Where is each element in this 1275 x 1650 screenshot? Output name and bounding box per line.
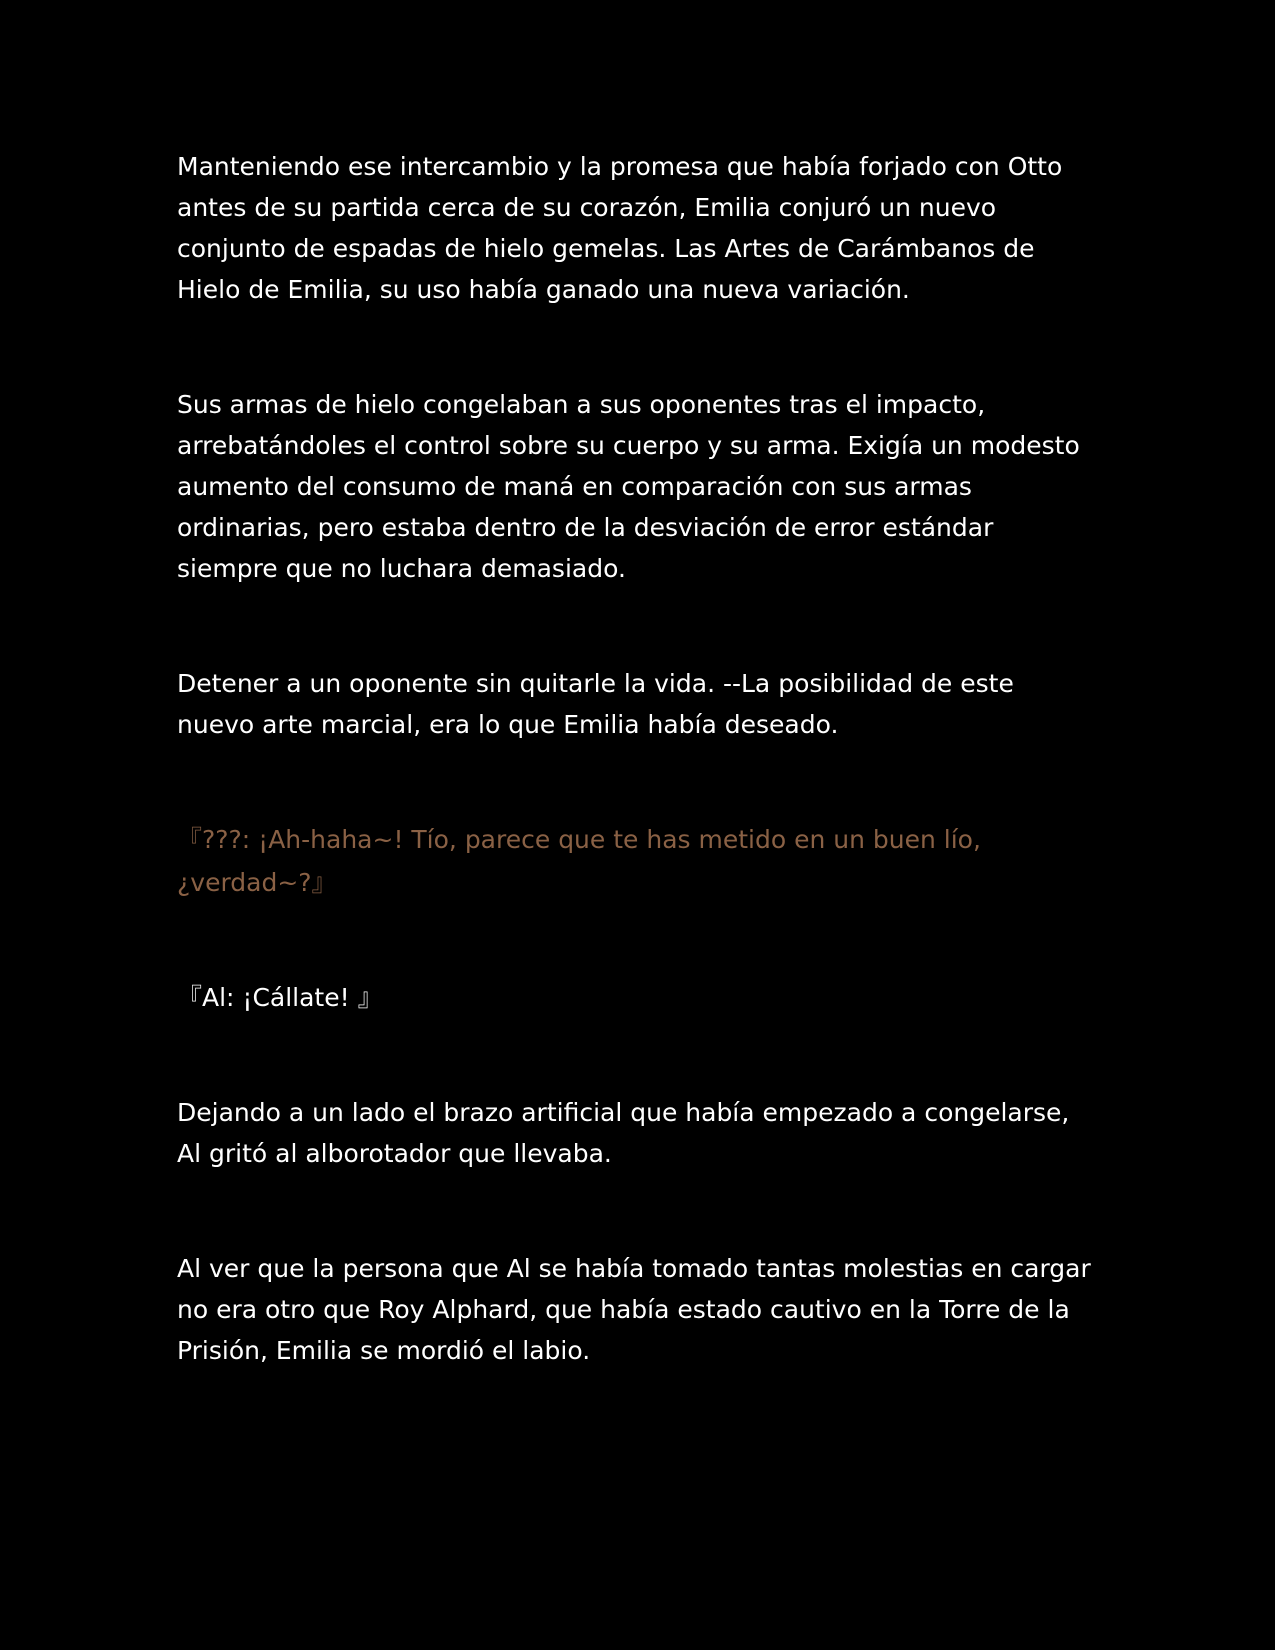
dialogue-al: 『Al: ¡Cállate! 』: [177, 983, 383, 1012]
paragraph-spacer: [177, 1174, 1097, 1248]
paragraph-artificial-arm: Dejando a un lado el brazo artificial que había empezado a congelarse, Al gritó al alborotador que llevaba.: [177, 1098, 1078, 1168]
paragraph-spacer: [177, 745, 1097, 818]
paragraph-emilia-ice-swords: Manteniendo ese intercambio y la promesa que había forjado con Otto antes de su partida cerca de su corazón, Emilia conjuró un nuevo conjunto de espadas de hielo gemelas. Las Artes de Carámbanos de Hielo de Emilia, su uso había ganado una nueva variación.: [177, 152, 1071, 304]
dialogue-unknown-speaker: 『???: ¡Ah-haha~! Tío, parece que te has metido en un buen lío, ¿verdad~?』: [177, 825, 989, 897]
paragraph-stop-opponent: Detener a un oponente sin quitarle la vida. --La posibilidad de este nuevo arte marcial, era lo que Emilia había deseado.: [177, 669, 1022, 739]
paragraph-spacer: [177, 589, 1097, 663]
paragraph-spacer: [177, 1018, 1097, 1092]
document-body: [177, 146, 1097, 1371]
paragraph-ice-weapons: Sus armas de hielo congelaban a sus oponentes tras el impacto, arrebatándoles el control sobre su cuerpo y su arma. Exigía un modesto aumento del consumo de maná en comparación con sus armas ordinarias, pero estaba dentro de la desviación de error estándar siempre que no luchara demasiado.: [177, 390, 1088, 583]
paragraph-roy-alphard: Al ver que la persona que Al se había tomado tantas molestias en cargar no era otro que Roy Alphard, que había estado cautivo en la Torre de la Prisión, Emilia se mordió el labio.: [177, 1254, 1099, 1365]
paragraph-spacer: [177, 310, 1097, 384]
paragraph-spacer: [177, 904, 1097, 977]
